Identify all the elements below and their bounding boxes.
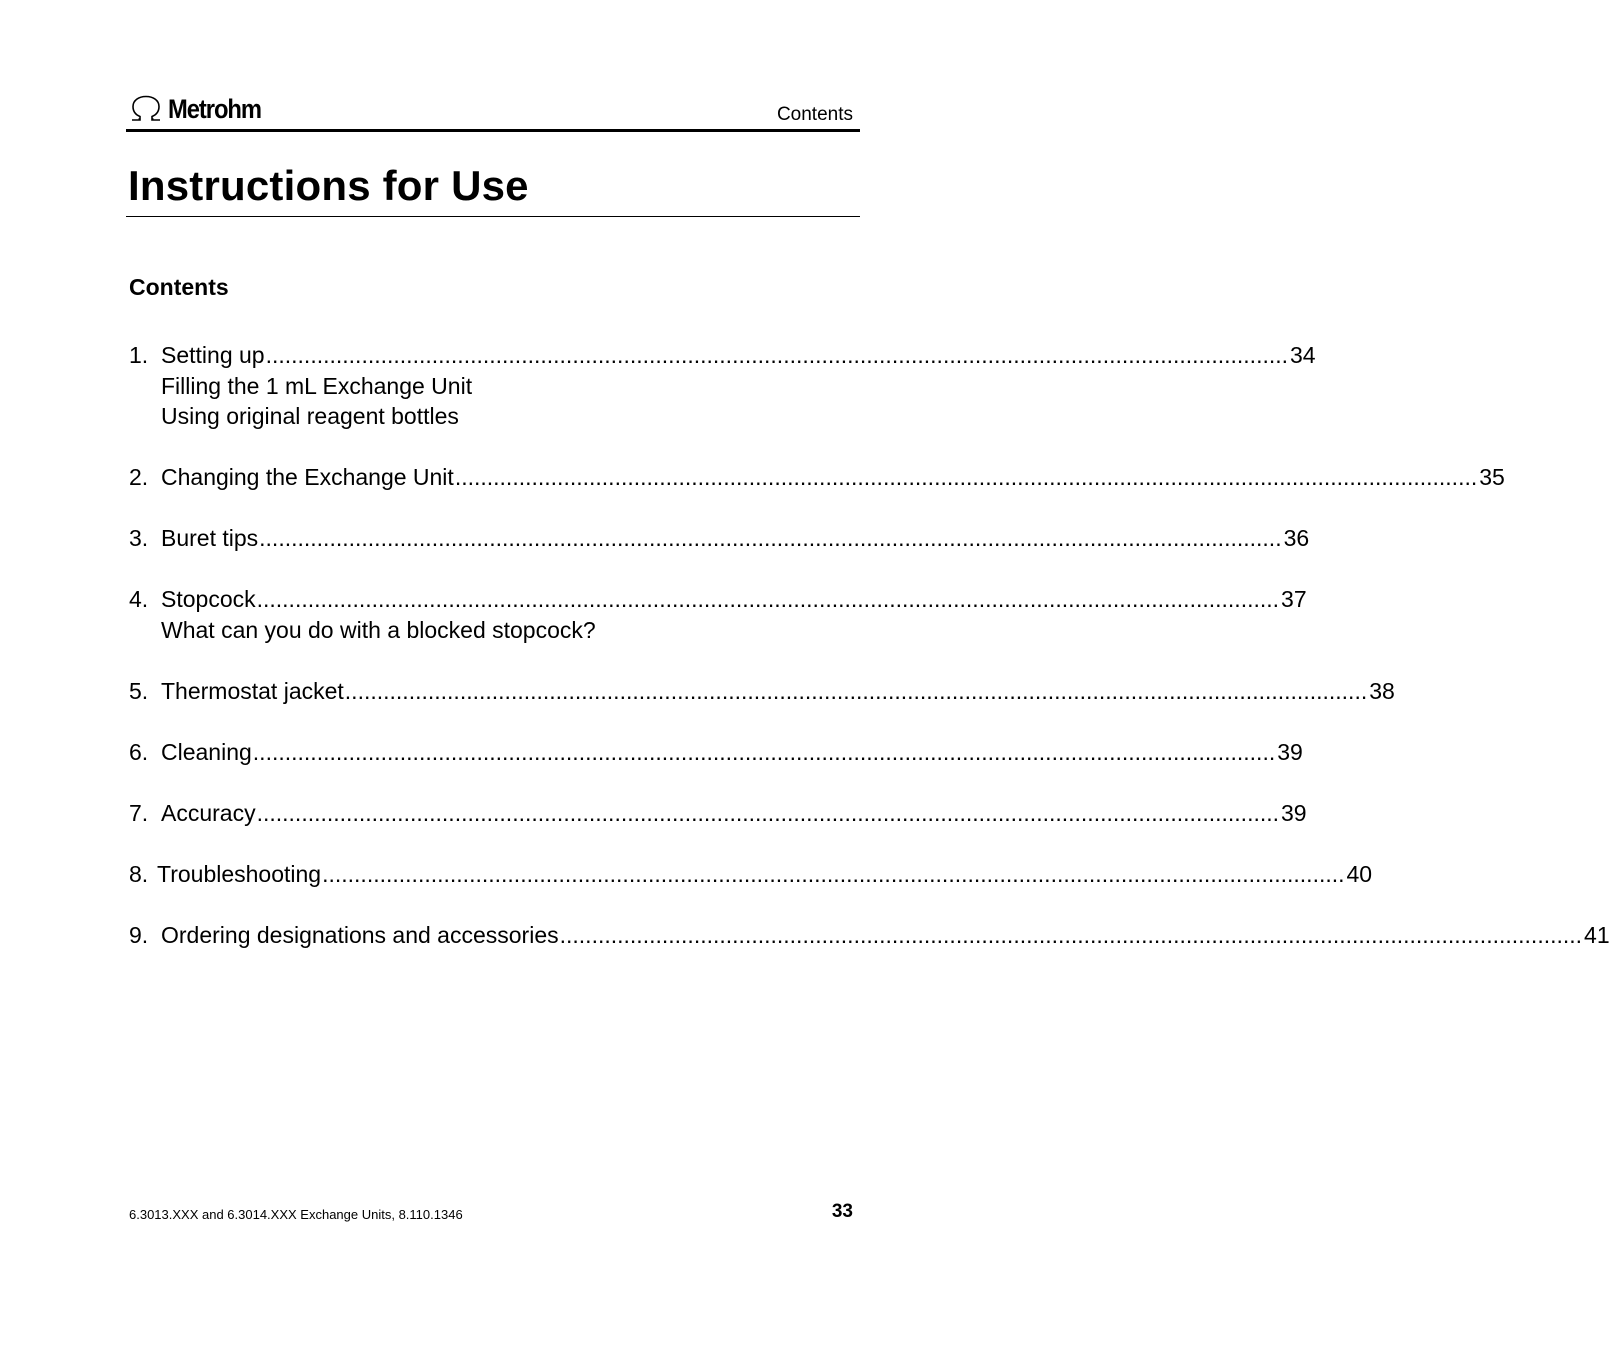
toc-number: 2.	[129, 464, 149, 490]
toc-title: Cleaning	[161, 739, 252, 765]
section-label: Contents	[776, 104, 853, 125]
footer-page-number: 33	[831, 1201, 853, 1222]
omega-icon	[128, 94, 164, 124]
toc-leader: ................................................................................................................................................................	[256, 586, 1280, 612]
toc-leader: ................................................................................................................................................................	[256, 800, 1280, 826]
toc-title: Ordering designations and accessories	[161, 922, 559, 948]
brand-name: Metrohm	[168, 94, 261, 124]
toc-page: 38	[1369, 678, 1395, 704]
toc-number: 1.	[129, 342, 149, 368]
toc-number: 8.	[129, 861, 149, 887]
toc-leader: ................................................................................................................................................................	[265, 342, 1289, 368]
toc-page: 40	[1346, 861, 1373, 887]
toc-leader: ................................................................................................................................................................	[322, 861, 1345, 887]
toc-entry[interactable]	[129, 462, 1505, 493]
toc-line	[129, 584, 1307, 615]
toc-page: 37	[1281, 586, 1307, 612]
toc-leader: ................................................................................................................................................................	[344, 678, 1368, 704]
toc-subentry: Filling the 1 mL Exchange Unit	[161, 373, 473, 399]
toc-entry[interactable]	[129, 798, 1307, 829]
toc-entry[interactable]	[129, 523, 1310, 554]
toc-subentry: What can you do with a blocked stopcock?	[161, 617, 596, 643]
title-rule	[126, 216, 860, 217]
toc-leader: ................................................................................................................................................................	[559, 922, 1583, 948]
toc-page: 41	[1584, 922, 1610, 948]
toc-leader: ................................................................................................................................................................	[252, 739, 1276, 765]
toc-number: 6.	[129, 739, 149, 765]
toc-title: Setting up	[161, 342, 265, 368]
toc-line	[129, 920, 1610, 951]
header-rule	[126, 129, 860, 132]
toc-number: 4.	[129, 586, 149, 612]
toc-line	[129, 462, 1505, 493]
toc-line	[129, 737, 1303, 768]
toc-line	[129, 676, 1395, 707]
toc-leader: ................................................................................................................................................................	[259, 525, 1282, 551]
toc-number: 7.	[129, 800, 149, 826]
page-title: Instructions for Use	[128, 162, 529, 209]
toc-entry[interactable]	[129, 737, 1303, 768]
page-header	[128, 94, 859, 130]
toc-title: Changing the Exchange Unit	[161, 464, 454, 490]
toc-page: 34	[1290, 342, 1316, 368]
toc-line	[129, 340, 1316, 371]
contents-heading: Contents	[129, 274, 229, 300]
metrohm-logo	[128, 94, 274, 124]
toc-entry[interactable]	[129, 340, 1316, 431]
toc-page: 39	[1277, 739, 1303, 765]
toc-number: 3.	[129, 525, 149, 551]
toc-title: Troubleshooting	[157, 861, 322, 887]
toc-line	[129, 798, 1307, 829]
toc-page: 39	[1281, 800, 1307, 826]
toc-line	[129, 859, 1373, 890]
toc-page: 35	[1479, 464, 1505, 490]
footer-document-reference: 6.3013.XXX and 6.3014.XXX Exchange Units, 8.110.1346	[129, 1207, 463, 1222]
toc-subentry: Using original reagent bottles	[161, 403, 459, 429]
toc-entry[interactable]	[129, 859, 1373, 890]
toc-page: 36	[1283, 525, 1310, 551]
toc-title: Stopcock	[161, 586, 256, 612]
toc-leader: ................................................................................................................................................................	[454, 464, 1478, 490]
toc-entry[interactable]	[129, 920, 1610, 951]
toc-number: 5.	[129, 678, 149, 704]
toc-number: 9.	[129, 922, 149, 948]
toc-title: Thermostat jacket	[161, 678, 344, 704]
toc-entry[interactable]	[129, 584, 1307, 645]
toc-entry[interactable]	[129, 676, 1395, 707]
toc-line	[129, 523, 1310, 554]
toc-title: Buret tips	[161, 525, 259, 551]
toc-title: Accuracy	[161, 800, 256, 826]
